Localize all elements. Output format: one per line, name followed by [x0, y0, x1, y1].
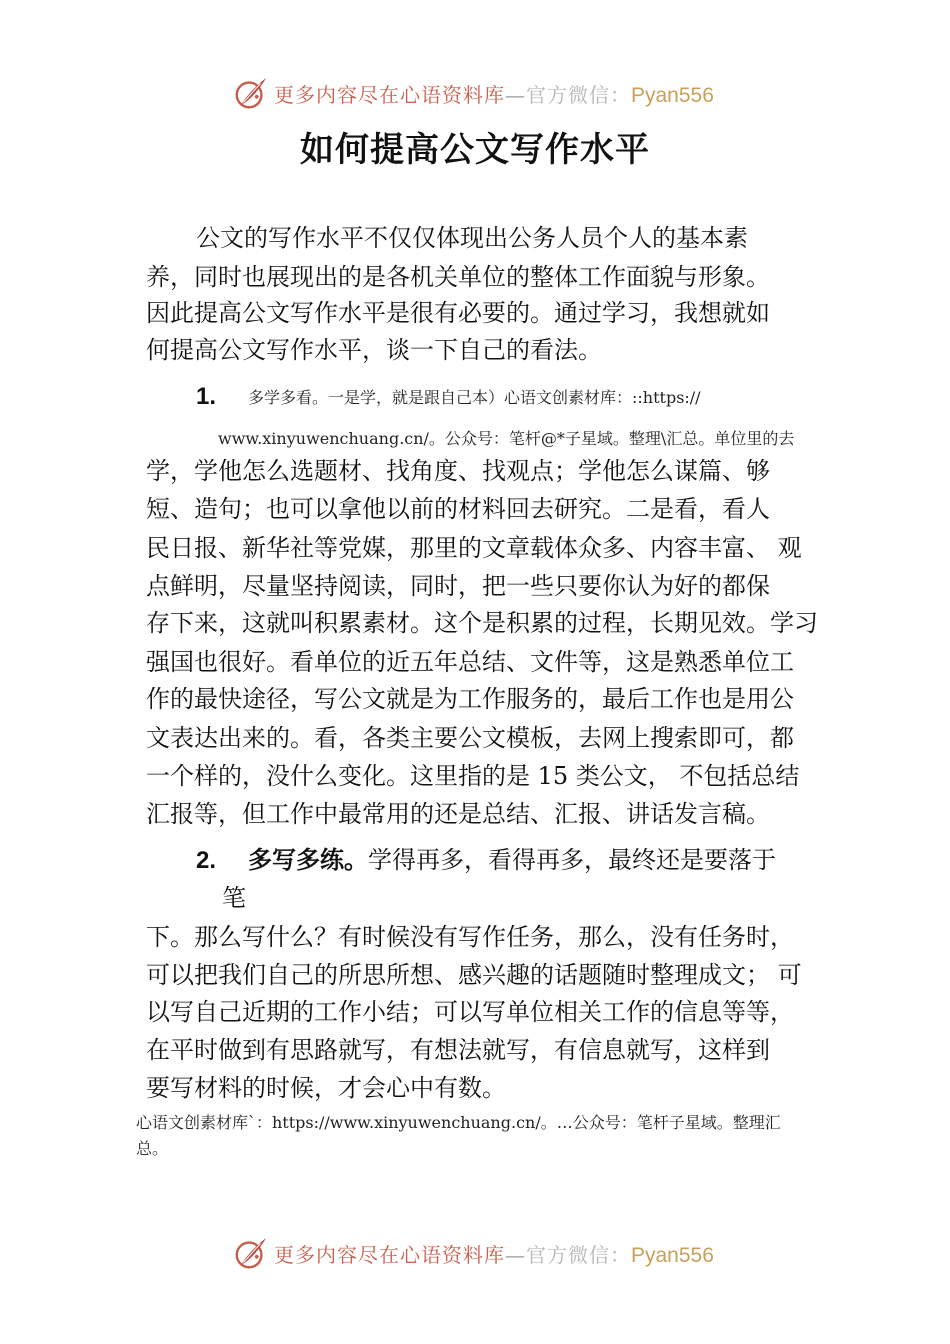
feather-logo-icon: [232, 1234, 270, 1272]
point-2-line: 要写材料的时候，才会心中有数。: [146, 1074, 506, 1102]
watermark-noise-line: www.xinyuwenchuang.cn/。公众号：笔杆@*子星域。整理\汇总。单位里的去: [218, 429, 795, 448]
point-1-line: 学，学他怎么选题材、找角度、找观点；学他怎么谋篇、够: [146, 457, 770, 485]
point-2-heading-line: 多写多练。学得再多，看得再多，最终还是要落于: [248, 846, 776, 874]
wechat-id: Pyan556: [631, 83, 714, 107]
intro-line: 因此提高公文写作水平是很有必要的。通过学习，我想就如: [146, 299, 770, 327]
point-2-line: 以写自己近期的工作小结；可以写单位相关工作的信息等等，: [146, 998, 794, 1026]
header-banner: [0, 70, 950, 116]
point-1-line: 一个样的，没什么变化。这里指的是 15 类公文， 不包括总结: [146, 762, 800, 790]
intro-line: 公文的写作水平不仅仅体现出公务人员个人的基本素: [196, 224, 748, 252]
point-2-heading: 多写多练。: [248, 846, 368, 874]
footer-banner: [0, 1230, 950, 1276]
point-1-line: 民日报、新华社等党媒，那里的文章载体众多、内容丰富、 观: [146, 534, 802, 562]
footer-note-line: 心语文创素材库`：https://www.xinyuwenchuang.cn/。…公众号：笔杆子星域。整理汇: [136, 1113, 781, 1132]
point-2-line: 在平时做到有思路就写，有想法就写，有信息就写，这样到: [146, 1036, 770, 1064]
point-1-line: 汇报等，但工作中最常用的还是总结、汇报、讲话发言稿。: [146, 800, 770, 828]
point-1-line: 存下来，这就叫积累素材。这个是积累的过程，长期见效。学习: [146, 609, 818, 637]
point-2-line: 下。那么写什么？有时候没有写作任务，那么，没有任务时，: [146, 923, 794, 951]
intro-line: 养，同时也展现出的是各机关单位的整体工作面貌与形象。: [146, 263, 770, 291]
point-1-line: 强国也很好。看单位的近五年总结、文件等，这是熟悉单位工: [146, 648, 794, 676]
point-2-line: 可以把我们自己的所思所想、感兴趣的话题随时整理成文； 可: [146, 961, 802, 989]
wechat-id: Pyan556: [631, 1243, 714, 1267]
point-1-line: 作的最快途径，写公文就是为工作服务的，最后工作也是用公: [146, 685, 794, 713]
point-1-line: 文表达出来的。看，各类主要公文模板，去网上搜索即可，都: [146, 724, 794, 752]
point-2-number: 2.: [196, 847, 217, 874]
banner-text: 更多内容尽在心语资料库—官方微信：Pyan556: [274, 1242, 714, 1267]
point-1-number: 1.: [196, 383, 217, 410]
feather-logo-icon: [232, 74, 270, 112]
document-title: 如何提高公文写作水平: [300, 130, 650, 170]
point-1-line: 短、造句；也可以拿他以前的材料回去研究。二是看，看人: [146, 495, 770, 523]
intro-line: 何提高公文写作水平，谈一下自己的看法。: [146, 336, 602, 364]
point-2-wrap: 笔: [222, 884, 246, 912]
watermark-noise-line: 多学多看。一是学，就是跟自己本）心语文创素材库：::https://: [248, 388, 701, 407]
point-1-line: 点鲜明，尽量坚持阅读，同时，把一些只要你认为好的都保: [146, 572, 770, 600]
banner-text: 更多内容尽在心语资料库—官方微信：Pyan556: [274, 82, 714, 107]
footer-note-line: 总。: [136, 1139, 169, 1158]
